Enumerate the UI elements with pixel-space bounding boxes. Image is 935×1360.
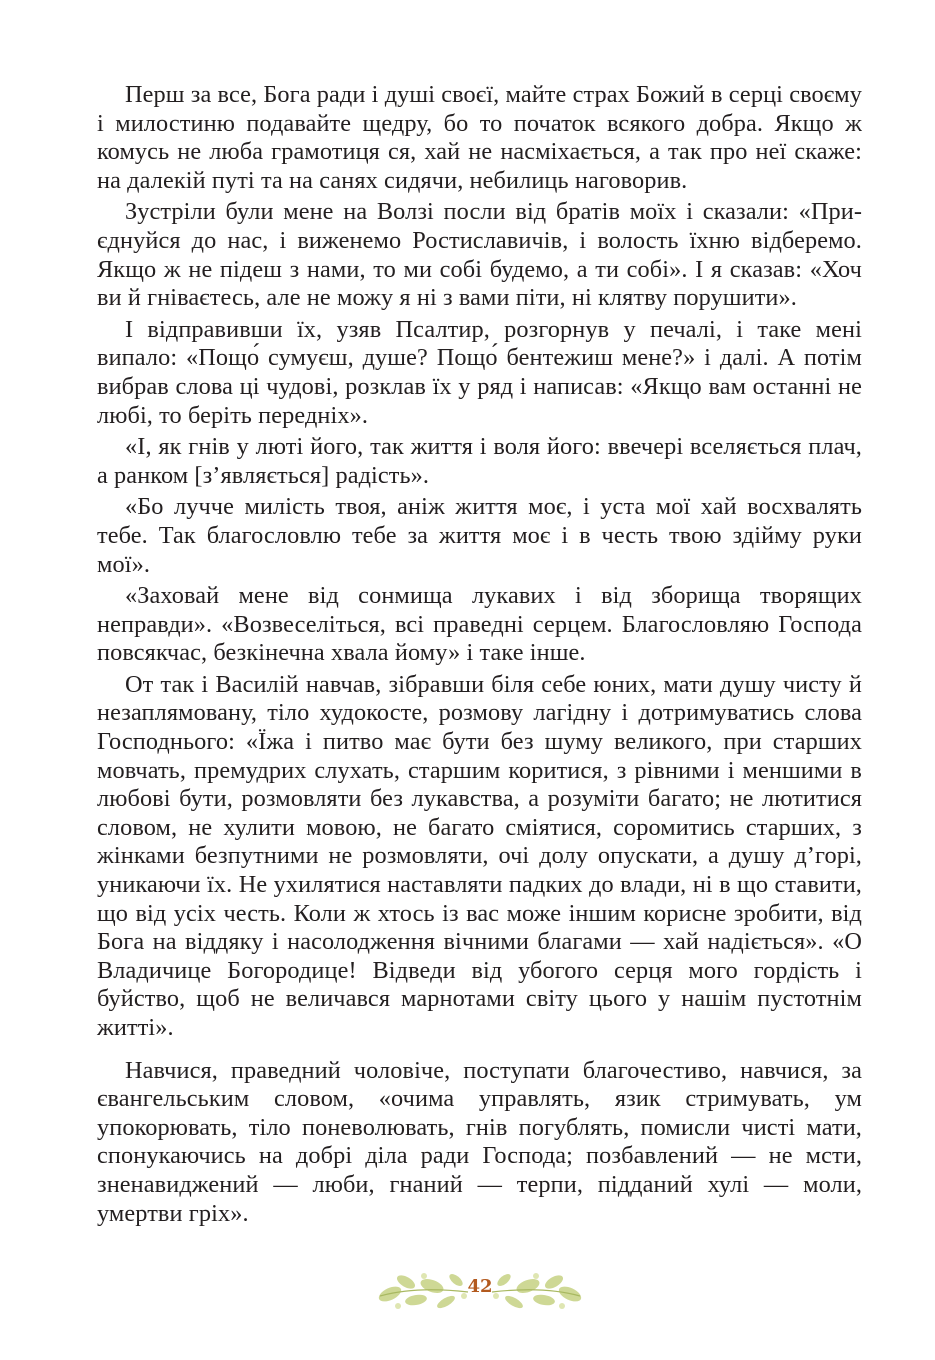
page-footer: [376, 1266, 584, 1314]
page-number: 42: [467, 1276, 493, 1297]
page-body: [97, 81, 862, 1230]
paragraph: Зустріли були мене на Волзі посли від братів моїх і сказали: «Приєднуйся до нас, і виженемо Ростиславичів, і волость їхню відберемо. Якщо ж не підеш з нами, то ми собі будемо, а ти собі». І я сказав: «Хоч ви й гніваєтесь, але не можу я ні з вами піти, ні клятву порушити».: [97, 198, 862, 312]
paragraph: От так і Василій навчав, зібравши біля себе юних, мати душу чисту й незаплямовану, тіло худокосте, розмову лагідну і дотримуватись слова Господнього: «Їжа і питво має бути без шуму великого, при старших мовчать, премудрих слухать, старшим коритися, з рівними і меншими в любові бути, розмовляти без лукавства, а розуміти багато; не лютитися словом, не хулити мовою, не багато сміятися, соромитись старших, з жінками безпутними не розмовляти, очі долу опускати, а душу д’горі, уникаючи їх. Не ухилятися наставляти падких до влади, ні в що ставити, що від усіх честь. Коли ж хтось із вас може іншим корисне зробити, від Бога на віддяку і насолодження вічними благами — хай надіється». «О Владичице Богородице! Відведи від убогого серця мого гордість і буйство, щоб не величався марнотами світу цього у нашім пустотнім житті».: [97, 670, 862, 1041]
paragraph: Навчися, праведний чоловіче, поступати благочестиво, навчися, за євангельським словом, «очима управлять, язик стримувать, ум упокорювать, тіло поневолювать, гнів погублять, помисли чисті мати, спонукаючись на добрі діла ради Господа; позбавлений — не мсти, зненавиджений — люби, гнаний — терпи, підданий хулі — моли, умертви гріх».: [97, 1056, 862, 1227]
paragraph: «Заховай мене від сонмища лукавих і від зборища творящих неправди». «Возвеселіться, всі праведні серцем. Благословляю Господа повсякчас, безкінечна хвала йому» і таке інше.: [97, 582, 862, 667]
paragraph: «І, як гнів у люті його, так життя і воля його: ввечері вселяється плач, а ранком [з’являється] радість».: [97, 433, 862, 489]
paragraph: Перш за все, Бога ради і душі своєї, майте страх Божий в серці своєму і милостиню подавайте щедру, бо то початок всякого добра. Якщо ж комусь не люба грамотиця ся, хай не насміхається, а так про неї скаже: на далекій путі та на санях сидячи, небилиць наговорив.: [97, 81, 862, 194]
paragraph: «Бо лучче милість твоя, аніж життя моє, і уста мої хай восхвалять тебе. Так благословлю тебе за життя моє і в честь твою здійму руки мої».: [97, 493, 862, 578]
paragraph: І відправивши їх, узяв Псалтир, розгорнув у печалі, і таке мені випало: «Пощо́ сумуєш, душе? Пощо́ бентежиш мене?» і далі. А потім вибрав слова ці чудові, розклав їх у ряд і написав: «Якщо вам останні не любі, то беріть передніх».: [97, 315, 862, 429]
